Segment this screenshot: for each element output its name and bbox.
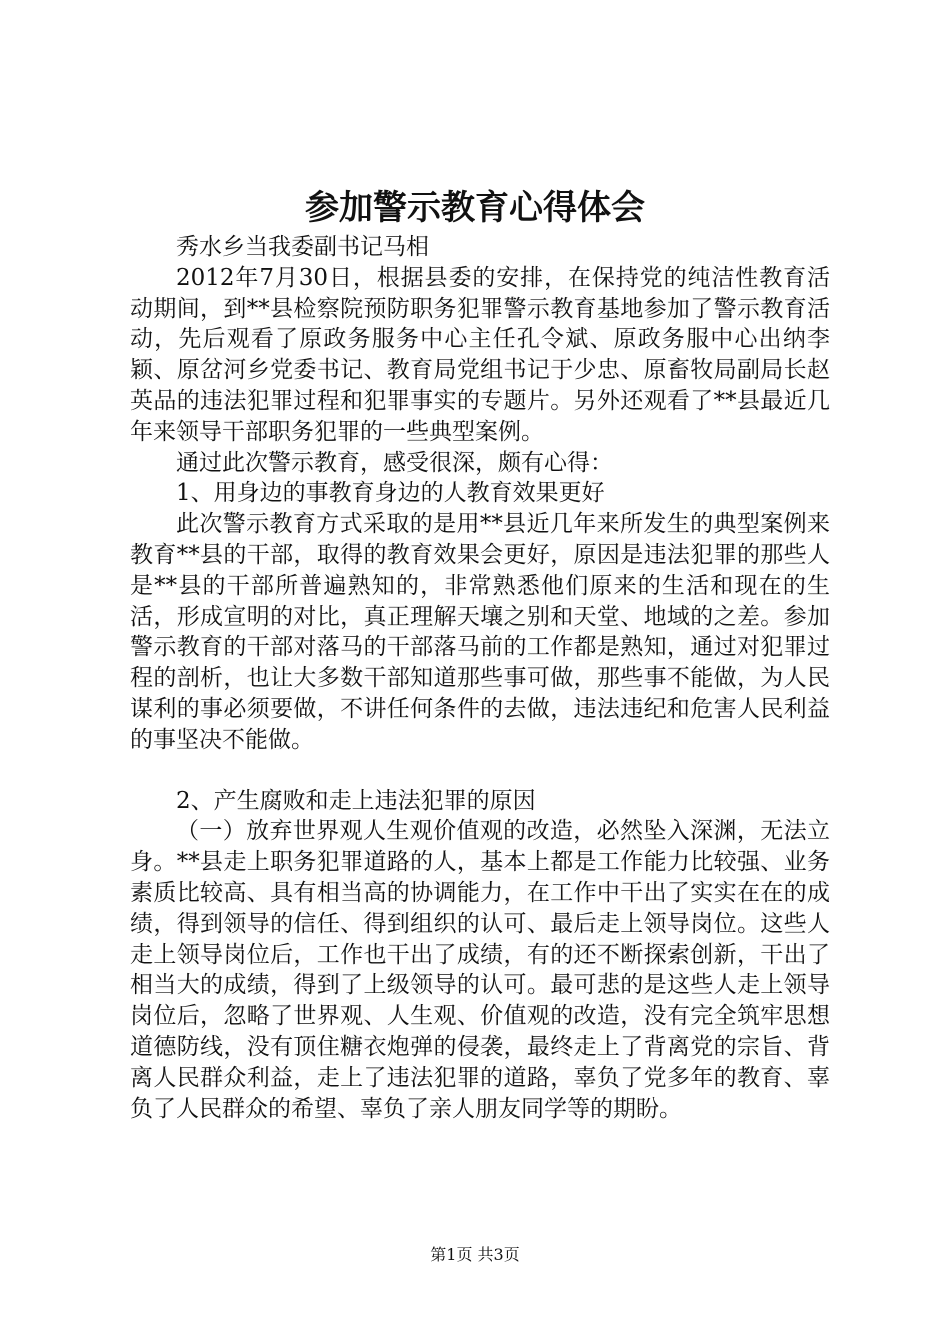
author-line: 秀水乡当我委副书记马相 [176, 234, 429, 260]
section-heading-2: 2、产生腐败和走上违法犯罪的原因 [176, 787, 536, 814]
document-title: 参加警示教育心得体会 [305, 188, 645, 228]
paragraph-section-1: 此次警示教育方式采取的是用**县近几年来所发生的典型案例来教育**县的干部，取得的教育效果会更好，原因是违法犯罪的那些人是**县的干部所普遍熟知的，非常熟悉他们原来的生活和现在的生活，形成宣明的对比，真正理解天壤之别和天堂、地域的之差。参加警示教育的干部对落马的干部落马前的工作都是熟知，通过对犯罪过程的剖析，也让大多数干部知道那些事可做，那些事不能做，为人民谋利的事必须要做，不讲任何条件的去做，违法违纪和危害人民利益的事坚决不能做。 [130, 511, 830, 753]
paragraph-section-2: （一）放弃世界观人生观价值观的改造，必然坠入深渊，无法立身。**县走上职务犯罪道路的人，基本上都是工作能力比较强、业务素质比较高、具有相当高的协调能力，在工作中干出了实实在在的成绩，得到领导的信任、得到组织的认可、最后走上领导岗位。这些人走上领导岗位后，工作也干出了成绩，有的还不断探索创新，干出了相当大的成绩，得到了上级领导的认可。最可悲的是这些人走上领导岗位后，忽略了世界观、人生观、价值观的改造，没有完全筑牢思想道德防线，没有顶住糖衣炮弹的侵袭，最终走上了背离党的宗旨、背离人民群众利益，走上了违法犯罪的道路，辜负了党多年的教育、辜负了人民群众的希望、辜负了亲人朋友同学等的期盼。 [130, 818, 830, 1122]
paragraph-intro: 2012年7月30日，根据县委的安排，在保持党的纯洁性教育活动期间，到**县检察院预防职务犯罪警示教育基地参加了警示教育活动，先后观看了原政务服务中心主任孔令斌、原政务服中心出纳李颖、原岔河乡党委书记、教育局党组书记于少忠、原畜牧局副局长赵英品的违法犯罪过程和犯罪事实的专题片。另外还观看了**县最近几年来领导干部职务犯罪的一些典型案例。 [130, 264, 830, 445]
section-heading-1: 1、用身边的事教育身边的人教育效果更好 [176, 480, 605, 507]
document-body [130, 232, 830, 1124]
page-number-footer: 第1页 共3页 [430, 1245, 520, 1264]
paragraph-summary: 通过此次警示教育，感受很深，颇有心得： [176, 449, 613, 476]
